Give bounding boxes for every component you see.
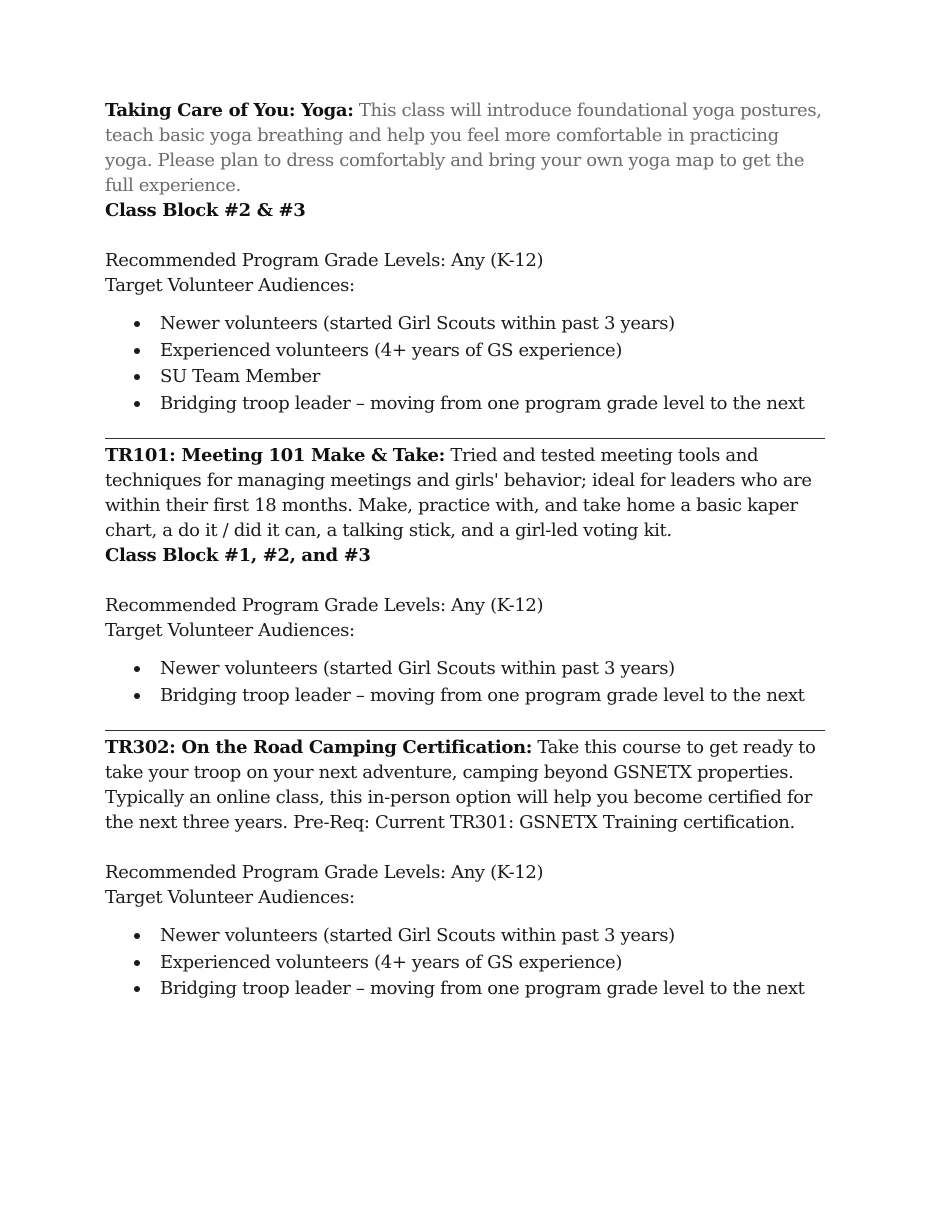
grade-levels: Recommended Program Grade Levels: Any (K-12) (105, 595, 544, 616)
class-title: Taking Care of You: Yoga: (105, 100, 354, 121)
audience-item: Bridging troop leader – moving from one program grade level to the next (160, 976, 831, 1003)
class-section-tr302 (105, 735, 831, 1003)
audience-item: Newer volunteers (started Girl Scouts within past 3 years) (160, 311, 831, 338)
class-section-tr101 (105, 443, 831, 709)
audience-list (105, 311, 831, 417)
class-block: Class Block #1, #2, and #3 (105, 545, 371, 566)
class-title: TR101: Meeting 101 Make & Take: (105, 445, 445, 466)
document-page (105, 98, 831, 1003)
section-divider (105, 438, 825, 439)
audience-item: Newer volunteers (started Girl Scouts within past 3 years) (160, 923, 831, 950)
class-description: This class will introduce foundational yoga postures, teach basic yoga breathing and help you feel more comfortable in practicing yoga. Please plan to dress comfortably and bring your own yoga map to get the full experience. (105, 100, 822, 196)
section-divider (105, 730, 825, 731)
class-paragraph (105, 443, 831, 543)
audience-item: Bridging troop leader – moving from one program grade level to the next (160, 683, 831, 710)
spacer (105, 568, 831, 593)
audience-item: Experienced volunteers (4+ years of GS experience) (160, 338, 831, 365)
audience-list (105, 656, 831, 709)
class-paragraph (105, 735, 831, 835)
class-description: Tried and tested meeting tools and techniques for managing meetings and girls' behavior; ideal for leaders who are within their first 18 months. Make, practice with, and take home a basic kaper chart, a do it / did it can, a talking stick, and a girl-led voting kit. (105, 445, 812, 541)
class-section-yoga (105, 98, 831, 417)
spacer (105, 223, 831, 248)
class-block: Class Block #2 & #3 (105, 200, 306, 221)
grade-levels: Recommended Program Grade Levels: Any (K-12) (105, 250, 544, 271)
audiences-label: Target Volunteer Audiences: (105, 275, 355, 296)
audience-item: Experienced volunteers (4+ years of GS experience) (160, 950, 831, 977)
spacer (105, 835, 831, 860)
class-title: TR302: On the Road Camping Certification: (105, 737, 533, 758)
grade-levels: Recommended Program Grade Levels: Any (K-12) (105, 862, 544, 883)
audiences-label: Target Volunteer Audiences: (105, 620, 355, 641)
audience-item: Bridging troop leader – moving from one program grade level to the next (160, 391, 831, 418)
audience-item: SU Team Member (160, 364, 831, 391)
class-paragraph (105, 98, 831, 198)
audiences-label: Target Volunteer Audiences: (105, 887, 355, 908)
audience-item: Newer volunteers (started Girl Scouts within past 3 years) (160, 656, 831, 683)
audience-list (105, 923, 831, 1003)
class-description: Take this course to get ready to take your troop on your next adventure, camping beyond GSNETX properties. Typically an online class, this in-person option will help you become certified for the next three years. Pre-Req: Current TR301: GSNETX Training certification. (105, 737, 816, 833)
